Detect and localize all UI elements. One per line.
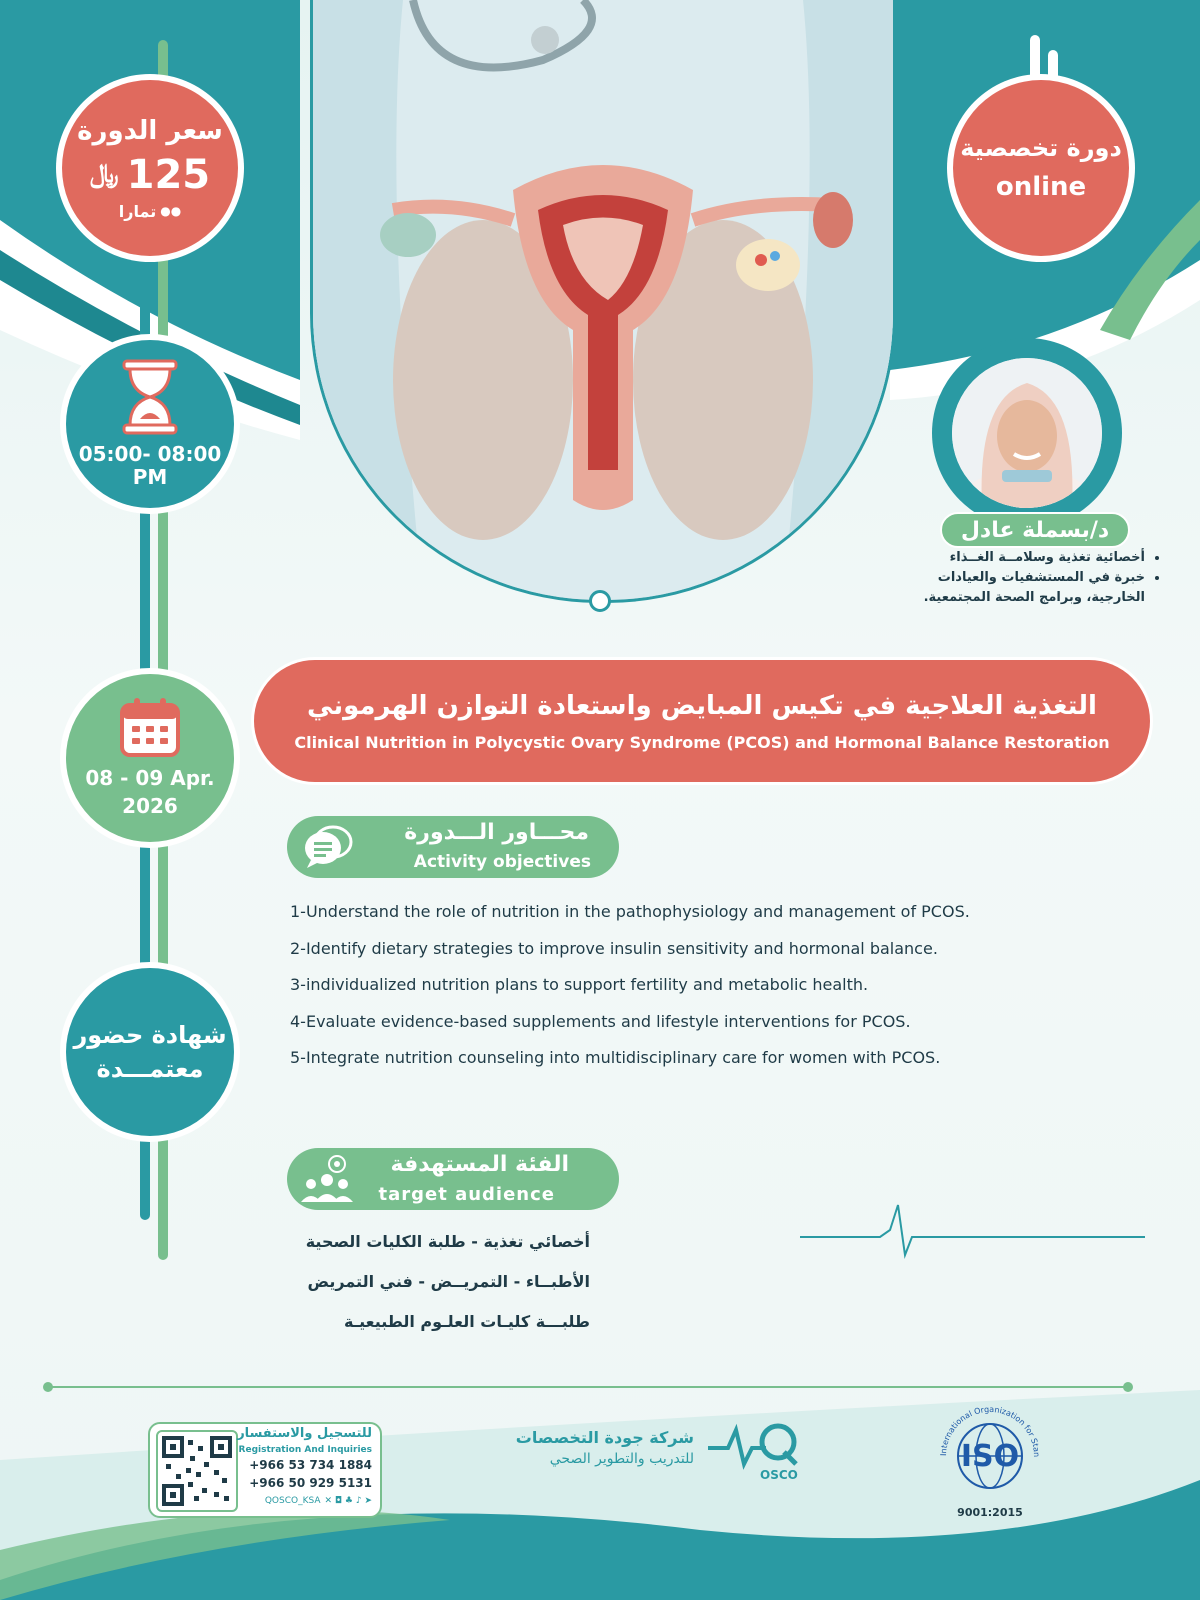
certificate-badge <box>66 968 234 1136</box>
course-type-line1: دورة تخصصية <box>960 134 1122 162</box>
list-item: 4-Evaluate evidence-based supplements and lifestyle interventions for PCOS. <box>290 1011 911 1031</box>
phone-1[interactable]: +966 53 734 1884 <box>249 1458 372 1472</box>
price-amount: 125 <box>126 151 211 198</box>
title-banner <box>254 660 1150 782</box>
phone-2[interactable]: +966 50 929 5131 <box>249 1476 372 1490</box>
registration-title: للتسجيل والاستفسار <box>237 1426 372 1441</box>
currency-icon: ﷼ <box>89 159 119 189</box>
hero-image <box>310 0 896 603</box>
date-text: 08 - 09 Apr. 2026 <box>85 766 215 818</box>
target-audience-icon <box>301 1154 353 1204</box>
company-logo-text: OSCO <box>760 1468 798 1482</box>
iso-badge <box>932 1400 1048 1520</box>
social-handle[interactable]: QOSCO_KSA <box>264 1496 321 1506</box>
installment-logo-icon: ●● <box>160 204 182 218</box>
objectives-list <box>290 894 1150 1077</box>
audience-list <box>290 1222 590 1342</box>
objectives-heading-en: Activity objectives <box>413 852 591 872</box>
list-item: الأطبــاء - التمريــض - فني التمريض <box>307 1272 590 1291</box>
audience-heading <box>287 1148 619 1210</box>
title-english: Clinical Nutrition in Polycystic Ovary Syndrome (PCOS) and Hormonal Balance Restoration <box>294 732 1110 752</box>
social-icons[interactable]: ✕ ◘ ♣ ♪ ➤ <box>324 1496 372 1506</box>
qosco-logo-icon <box>708 1418 808 1472</box>
company-name-line2: للتدريب والتطوير الصحي <box>549 1451 694 1467</box>
audience-heading-en: target audience <box>378 1184 555 1205</box>
instructor-bullet: • خبرة في المستشفيات والعيادات الخارجية، وبرامج الصحة المجتمعية. <box>905 568 1145 608</box>
company-name-line1: شركة جودة التخصصات <box>515 1428 694 1447</box>
certificate-line2: معتمـــدة <box>96 1055 204 1083</box>
time-text: 05:00- 08:00 PM <box>78 442 222 489</box>
instructor-bullet: • أخصائية تغذية وسلامــة الغــذاء <box>905 548 1145 568</box>
list-item: 3-individualized nutrition plans to support fertility and metabolic health. <box>290 975 869 994</box>
list-item: أخصائي تغذية - طلبة الكليات الصحية <box>305 1232 590 1251</box>
instructor-bullets <box>905 548 1163 608</box>
date-badge <box>66 674 234 842</box>
instructor-photo <box>932 338 1122 528</box>
list-item: طلبـــة كليـات العلـوم الطبيعيـة <box>343 1312 590 1331</box>
hourglass-icon <box>122 359 178 435</box>
iso-arc-text: International Organization for Stan <box>938 1404 1042 1458</box>
hero-bottom-dot <box>589 590 611 612</box>
registration-subtitle: Registration And Inquiries <box>238 1445 372 1455</box>
list-item: 1-Understand the role of nutrition in the pathophysiology and management of PCOS. <box>290 902 970 921</box>
price-badge <box>62 80 238 256</box>
installment-label: تمارا <box>118 201 157 221</box>
company-logo <box>708 1418 808 1488</box>
instructor-name <box>940 512 1130 548</box>
company-name <box>480 1428 694 1467</box>
title-arabic: التغذية العلاجية في تكيس المبايض واستعادة التوازن الهرموني <box>307 690 1097 721</box>
instructor-name-text: د/بسملة عادل <box>960 517 1110 543</box>
iso-standard: 9001:2015 <box>957 1506 1023 1519</box>
iso-text: ISO <box>960 1439 1020 1474</box>
calendar-icon <box>119 696 181 758</box>
time-badge <box>66 340 234 508</box>
objectives-heading <box>287 816 619 878</box>
price-label: سعر الدورة <box>77 115 223 146</box>
registration-card <box>148 1422 382 1518</box>
chat-icon <box>303 824 353 870</box>
audience-heading-ar: الفئة المستهدفة <box>390 1152 569 1177</box>
list-item: 5-Integrate nutrition counseling into multidisciplinary care for women with PCOS. <box>290 1048 941 1067</box>
certificate-line1: شهادة حضور <box>73 1021 227 1049</box>
list-item: 2-Identify dietary strategies to improve insulin sensitivity and hormonal balance. <box>290 938 938 958</box>
course-type-badge <box>953 80 1129 256</box>
objectives-heading-ar: محـــاور الـــدورة <box>404 820 589 845</box>
course-type-line2: online <box>995 172 1087 202</box>
qr-code[interactable] <box>156 1430 238 1512</box>
avatar <box>952 358 1102 508</box>
